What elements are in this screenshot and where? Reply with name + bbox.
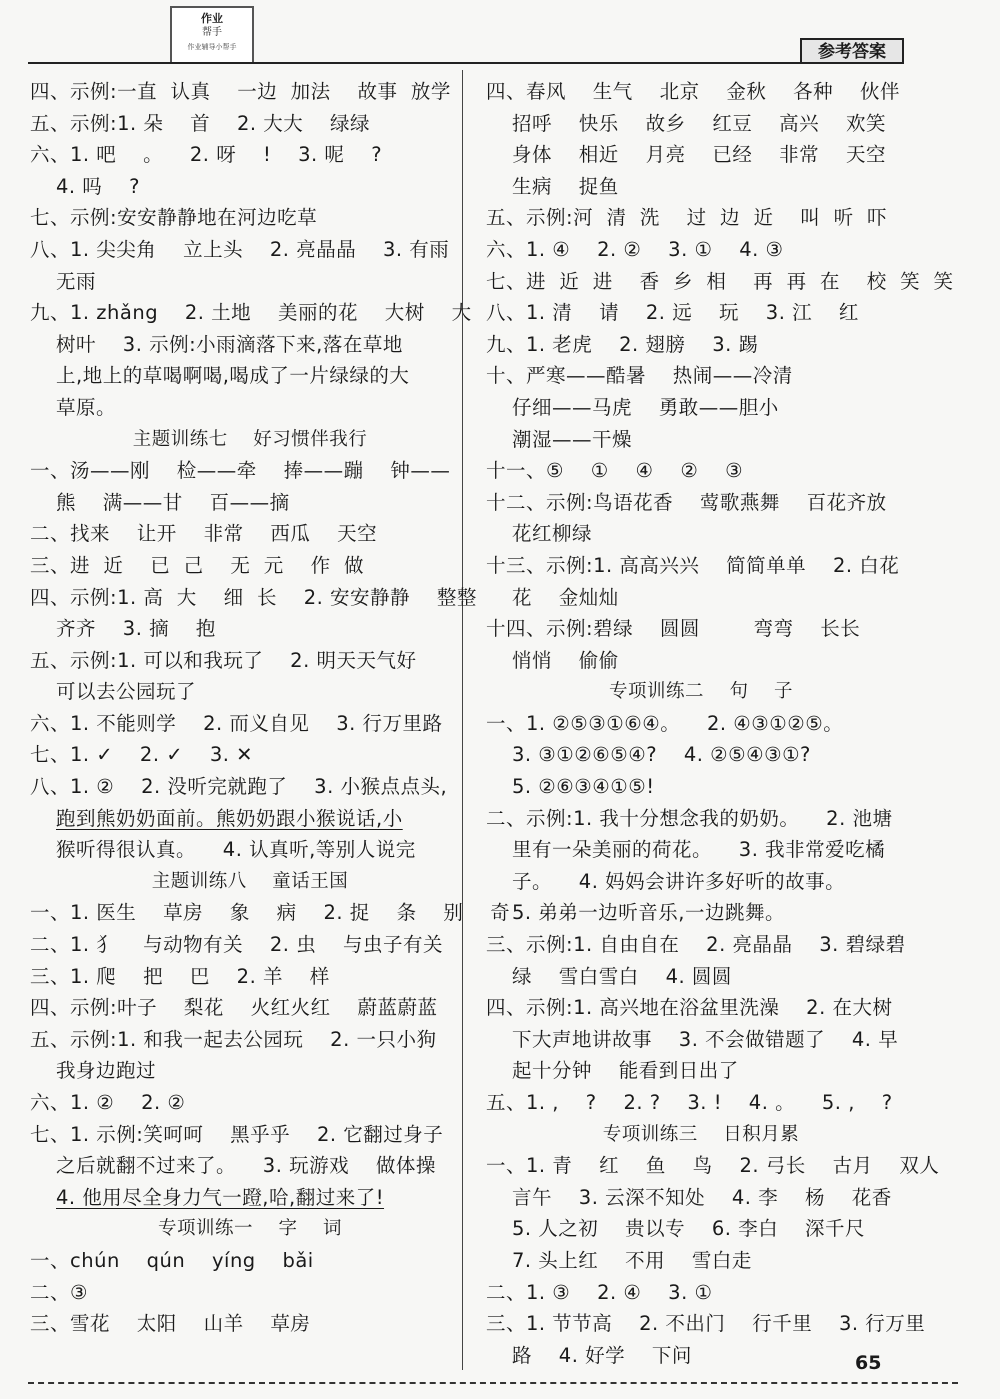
section-heading: 主题训练八 童话王国 [151,870,349,892]
answer-line: 花 金灿灿 [512,585,619,609]
answer-line: 十三、示例:1. 高高兴兴 简简单单 2. 白花 [486,553,900,577]
answer-line: 八、1. ② 2. 没听完就跑了 3. 小猴点点头, [30,775,448,799]
answer-line: 生病 捉鱼 [512,174,619,198]
answer-line: 3. ③①②⑥⑤④? 4. ②⑤④③①? [512,743,811,767]
answer-line: 草原。 [56,395,117,419]
answer-line: 四、示例:一直 认真 一边 加法 故事 放学 [30,80,451,103]
section-heading: 专项训练一 字 词 [157,1218,343,1240]
logo-line-1: 作业 [201,12,223,25]
answer-line: 我身边跑过 [56,1059,157,1083]
answer-line: 三、1. 节节高 2. 不出门 行千里 3. 行万里 [486,1312,926,1336]
answer-line: 五、示例:1. 和我一起去公园玩 2. 一只小狗 [30,1027,437,1051]
answer-line: 仔细——马虎 勇敢——胆小 [512,395,779,419]
answer-line: 5. 人之初 贵以专 6. 李白 深千尺 [512,1217,865,1241]
answer-line: 跑到熊奶奶面前。熊奶奶跟小猴说话,小 [56,806,403,830]
answer-line: 九、1. zhǎng 2. 土地 美丽的花 大树 大 [30,301,472,325]
answer-line: 悄悄 偷偷 [512,648,619,672]
section-heading: 专项训练三 日积月累 [602,1123,800,1145]
answer-line: 起十分钟 能看到日出了 [512,1059,739,1083]
answer-line: 绿 雪白雪白 4. 圆圆 [512,964,732,988]
answer-line: 猴听得很认真。 4. 认真听,等别人说完 [56,838,416,862]
answer-line: 三、示例:1. 自由自在 2. 亮晶晶 3. 碧绿碧 [486,933,906,957]
answer-line: 三、雪花 太阳 山羊 草房 [30,1312,311,1336]
answer-line: 六、1. 吧 。 2. 呀 ! 3. 呢 ? [30,143,383,167]
answer-line: 无雨 [56,269,97,293]
answer-line: 5. ②⑥③④①⑤! [512,775,655,799]
answer-line: 六、1. ④ 2. ② 3. ① 4. ③ [486,237,784,261]
answer-line: 上,地上的草喝啊喝,喝成了一片绿绿的大 [56,364,410,388]
answer-line: 一、1. 医生 草房 象 病 2. 捉 条 别 奇 [30,901,511,925]
answer-line: 十二、示例:鸟语花香 莺歌燕舞 百花齐放 [486,490,887,514]
answer-line: 招呼 快乐 故乡 红豆 高兴 欢笑 [512,111,886,135]
answer-key-tag: 参考答案 [800,38,904,64]
answer-line: 潮湿——干燥 [512,427,633,451]
answer-line: 齐齐 3. 摘 抱 [56,617,216,641]
answer-line: 路 4. 好学 下问 [512,1343,692,1367]
answer-line: 熊 满——甘 百——摘 [56,490,290,514]
page-number: 65 [855,1352,882,1374]
answer-line: 四、示例:1. 高 大 细 长 2. 安安静静 整整 [30,585,477,609]
answer-line: 树叶 3. 示例:小雨滴落下来,落在草地 [56,332,403,356]
logo-line-3: 作业辅导小帮手 [187,43,237,51]
answer-line: 4. 他用尽全身力气一蹬,哈,翻过来了! [56,1185,385,1209]
answer-line: 7. 头上红 不用 雪白走 [512,1248,752,1272]
answer-line: 子。 4. 妈妈会讲许多好听的故事。 [512,869,846,893]
answer-line: 八、1. 清 请 2. 远 玩 3. 江 红 [486,301,859,325]
answer-line: 二、③ [30,1280,88,1304]
answer-line: 六、1. ② 2. ② [30,1091,186,1114]
answer-line: 三、进 近 已 己 无 元 作 做 [30,553,364,577]
answer-line: 七、进 近 进 香 乡 相 再 再 在 校 笑 笑 [486,269,954,293]
answer-line: 之后就翻不过来了。 3. 玩游戏 做体操 [56,1154,436,1178]
answer-line: 一、1. ②⑤③①⑥④。 2. ④③①②⑤。 [486,711,844,735]
homework-helper-logo [170,6,254,64]
answer-line: 六、1. 不能则学 2. 而义自见 3. 行万里路 [30,711,443,735]
answer-line: 四、示例:1. 高兴地在浴盆里洗澡 2. 在大树 [486,996,893,1020]
answer-line: 花红柳绿 [512,522,593,546]
answer-line: 九、1. 老虎 2. 翅膀 3. 踢 [486,332,759,356]
answer-line: 二、找来 让开 非常 西瓜 天空 [30,522,378,546]
answer-line: 四、春风 生气 北京 金秋 各种 伙伴 [486,80,900,103]
logo-line-2: 帮手 [202,27,222,38]
section-heading: 专项训练二 句 子 [608,681,794,703]
answer-line: 一、chún qún yíng bǎi [30,1248,314,1272]
header-rule [28,62,902,64]
answer-line: 里有一朵美丽的荷花。 3. 我非常爱吃橘 [512,838,886,862]
answer-line: 七、1. 示例:笑呵呵 黑乎乎 2. 它翻过身子 [30,1122,444,1146]
answer-line: 4. 吗 ? [56,174,140,198]
footer-rule [28,1382,958,1384]
page-header [0,0,1000,66]
answer-line: 五、示例:1. 朵 首 2. 大大 绿绿 [30,111,371,135]
answer-line: 十一、⑤ ① ④ ② ③ [486,459,744,483]
answer-line: 五、示例:河 清 洗 过 边 近 叫 听 吓 [486,206,888,230]
answer-line: 5. 弟弟一边听音乐,一边跳舞。 [512,901,786,925]
answer-line: 言午 3. 云深不知处 4. 李 杨 花香 [512,1185,892,1209]
answer-line: 一、1. 青 红 鱼 鸟 2. 弓长 古月 双人 [486,1154,940,1178]
answer-line: 三、1. 爬 把 巴 2. 羊 样 [30,964,330,988]
answer-line: 八、1. 尖尖角 立上头 2. 亮晶晶 3. 有雨 [30,237,450,261]
answer-line: 五、示例:1. 可以和我玩了 2. 明天天气好 [30,648,417,672]
answer-line: 七、示例:安安静静地在河边吃草 [30,206,318,230]
section-heading: 主题训练七 好习惯伴我行 [132,428,368,450]
answer-line: 五、1. , ? 2. ? 3. ! 4. 。 5. , ? [486,1091,893,1114]
answer-line: 四、示例:叶子 梨花 火红火红 蔚蓝蔚蓝 [30,996,438,1020]
answer-line: 下大声地讲故事 3. 不会做错题了 4. 早 [512,1027,899,1051]
answer-line: 十四、示例:碧绿 圆圆 弯弯 长长 [486,617,861,641]
answer-line: 二、1. 犭 与动物有关 2. 虫 与虫子有关 [30,933,443,957]
answer-line: 七、1. ✓ 2. ✓ 3. ✕ [30,743,254,767]
answer-line: 身体 相近 月亮 已经 非常 天空 [512,143,886,167]
left-column [30,76,511,1340]
right-column [486,76,954,1371]
answer-line: 十、严寒——酷暑 热闹——冷清 [486,364,793,388]
answer-line: 一、汤——刚 检——牵 捧——蹦 钟—— [30,459,451,483]
answer-line: 可以去公园玩了 [56,680,197,704]
answer-line: 二、1. ③ 2. ④ 3. ① [486,1280,713,1304]
answer-line: 二、示例:1. 我十分想念我的奶奶。 2. 池塘 [486,806,893,830]
